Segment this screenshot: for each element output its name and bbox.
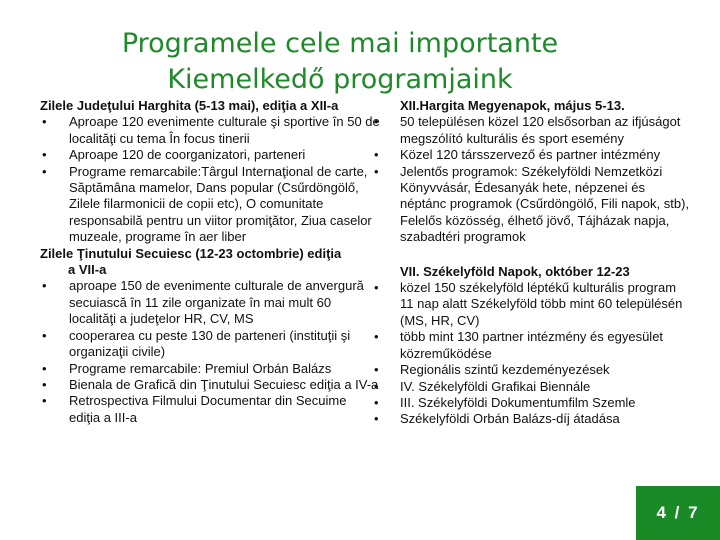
- list-item: • Programe remarcabile:Târgul Internaţional de carte, Săptămâna mamelor, Dans popular (Csűrdöngölő, Zilele filarmonicii de copii etc), O comunitate responsabilă pentru un viitor promiţător, Ziua caselor muzeale, programe în aer liber: [40, 164, 380, 246]
- list-item: • IV. Székelyföldi Grafikai Biennále: [372, 379, 692, 395]
- section-heading-megyenapok: XII.Hargita Megyenapok, május 5-13.: [400, 98, 625, 113]
- bullet-list: [372, 280, 692, 428]
- romanian-column: [40, 98, 380, 426]
- list-item: • Jelentős programok: Székelyföldi Nemzetközi Könyvvásár, Édesanyák hete, népzenei és néptánc programok (Csűrdöngölő, Fili napok, stb), Felelős közösség, élhető jövő, Tájházak napja, szabadtéri programok: [372, 164, 692, 246]
- bullet-list: [40, 278, 380, 426]
- bullet-list: [40, 114, 380, 245]
- section-heading-zilele-judetului: Zilele Judeţului Harghita (5-13 mai), ediţia a XII-a: [40, 98, 339, 113]
- section-heading-szekelyfold-napok: VII. Székelyföld Napok, október 12-23: [400, 263, 630, 279]
- list-item: • Székelyföldi Orbán Balázs-díj átadása: [372, 411, 692, 427]
- list-item: • Bienala de Grafică din Ţinutului Secuiesc ediţia a IV-a: [40, 377, 380, 393]
- list-item: • Közel 120 társszervező és partner intézmény: [372, 147, 692, 163]
- slide-title: [0, 26, 680, 98]
- list-item: • cooperarea cu peste 130 de parteneri (instituţii şi organizaţii civile): [40, 328, 380, 361]
- list-item: • aproape 150 de evenimente culturale de anvergură secuiască în 11 zile organizate în mai mult 60 localităţi a judeţelor HR, CV, MS: [40, 278, 380, 327]
- bullet-list: [372, 114, 692, 245]
- title-line-hungarian: Kiemelkedő programjaink: [167, 64, 513, 95]
- list-item: • Aproape 120 de coorganizatori, parteneri: [40, 147, 380, 163]
- list-item: • III. Székelyföldi Dokumentumfilm Szemle: [372, 395, 692, 411]
- list-item: • Regionális szintű kezdeményezések: [372, 362, 692, 378]
- section-heading-zilele-tinutului: Zilele Ţinutului Secuiesc (12-23 octombrie) ediţia: [40, 245, 342, 261]
- list-item: • közel 150 székelyföld léptékű kulturális program 11 nap alatt Székelyföld több mint 60 településén (MS, HR, CV): [372, 280, 692, 329]
- section-heading-continuation: a VII-a: [68, 262, 107, 278]
- list-item: • Retrospectiva Filmului Documentar din Secuime ediţia a III-a: [40, 393, 380, 426]
- page-number-badge: 4 / 7: [636, 486, 720, 540]
- list-item: • több mint 130 partner intézmény és egyesület közreműködése: [372, 329, 692, 362]
- spacer: [372, 246, 692, 264]
- hungarian-column: [372, 98, 692, 428]
- list-item: • Programe remarcabile: Premiul Orbán Balázs: [40, 361, 380, 377]
- list-item: • Aproape 120 evenimente culturale şi sportive în 50 de localităţi cu tema În focus tinerii: [40, 114, 380, 147]
- list-item: • 50 településen közel 120 elsősorban az ifjúságot megszólító kulturális és sport esemény: [372, 114, 692, 147]
- title-line-romanian: Programele cele mai importante: [121, 28, 559, 59]
